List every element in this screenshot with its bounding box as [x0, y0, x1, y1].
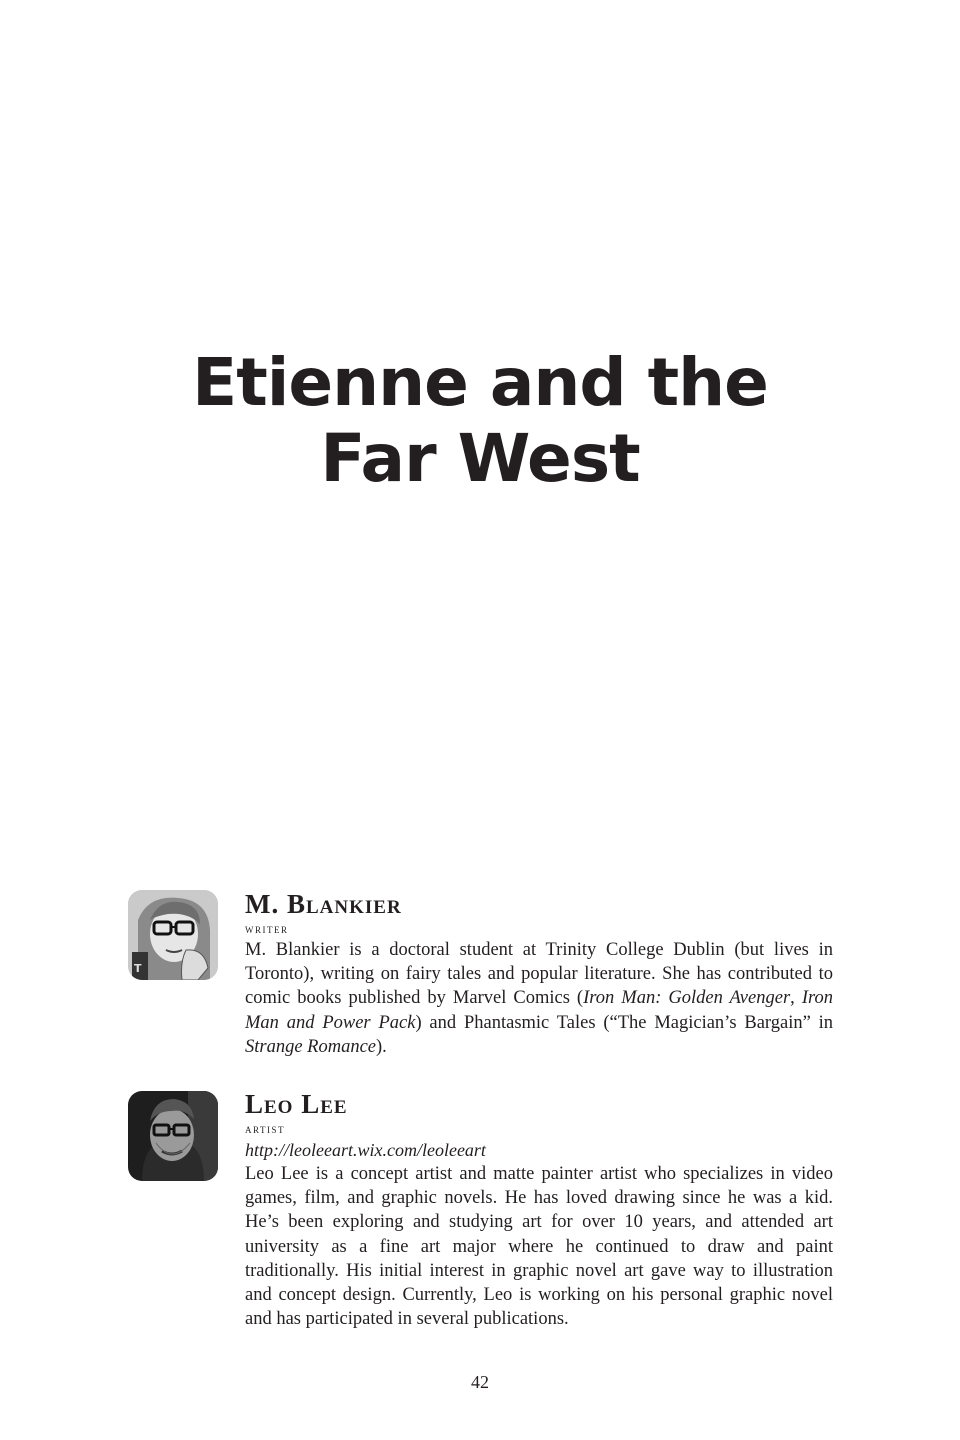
avatar-woman-with-glasses-icon: [128, 890, 218, 980]
contributor-role: writer: [245, 921, 289, 936]
contributor-bio: M. Blankier is a doctoral student at Trinity College Dublin (but lives in Toronto), writing on fairy tales and popular literature. She has contributed to comic books published by Marvel Comics (Iron Man: Golden Avenger, Iron Man and Power Pack) and Phantasmic Tales (“The Magician’s Bargain” in Strange Romance).: [245, 940, 834, 1057]
chapter-title: [0, 345, 960, 497]
contributor-bio: Leo Lee is a concept artist and matte painter artist who specializes in video games, film, and graphic novels. He has loved drawing since he was a kid. He’s been exploring and studying art for over 10 years, and attended art university as a fine art major where he continued to draw and paint traditionally. His initial interest in graphic novel art gave way to illustration and concept design. Currently, Leo is working on his personal graphic novel and has participated in several publications.: [245, 1164, 833, 1330]
page-number: 42: [471, 1372, 489, 1392]
svg-text:T: T: [134, 962, 142, 975]
chapter-title-line-2: Far West: [320, 420, 640, 497]
bio-text-block: [245, 1088, 833, 1331]
chapter-title-line-1: Etienne and the: [192, 344, 768, 421]
contributor-website-link[interactable]: http://leoleeart.wix.com/leoleeart: [245, 1140, 486, 1160]
contributor-role: artist: [245, 1121, 285, 1136]
bio-text-block: [245, 888, 833, 1059]
avatar-man-with-glasses-icon: [128, 1091, 218, 1181]
contributor-name: M. Blankier: [245, 889, 402, 919]
contributor-name: Leo Lee: [245, 1089, 348, 1119]
